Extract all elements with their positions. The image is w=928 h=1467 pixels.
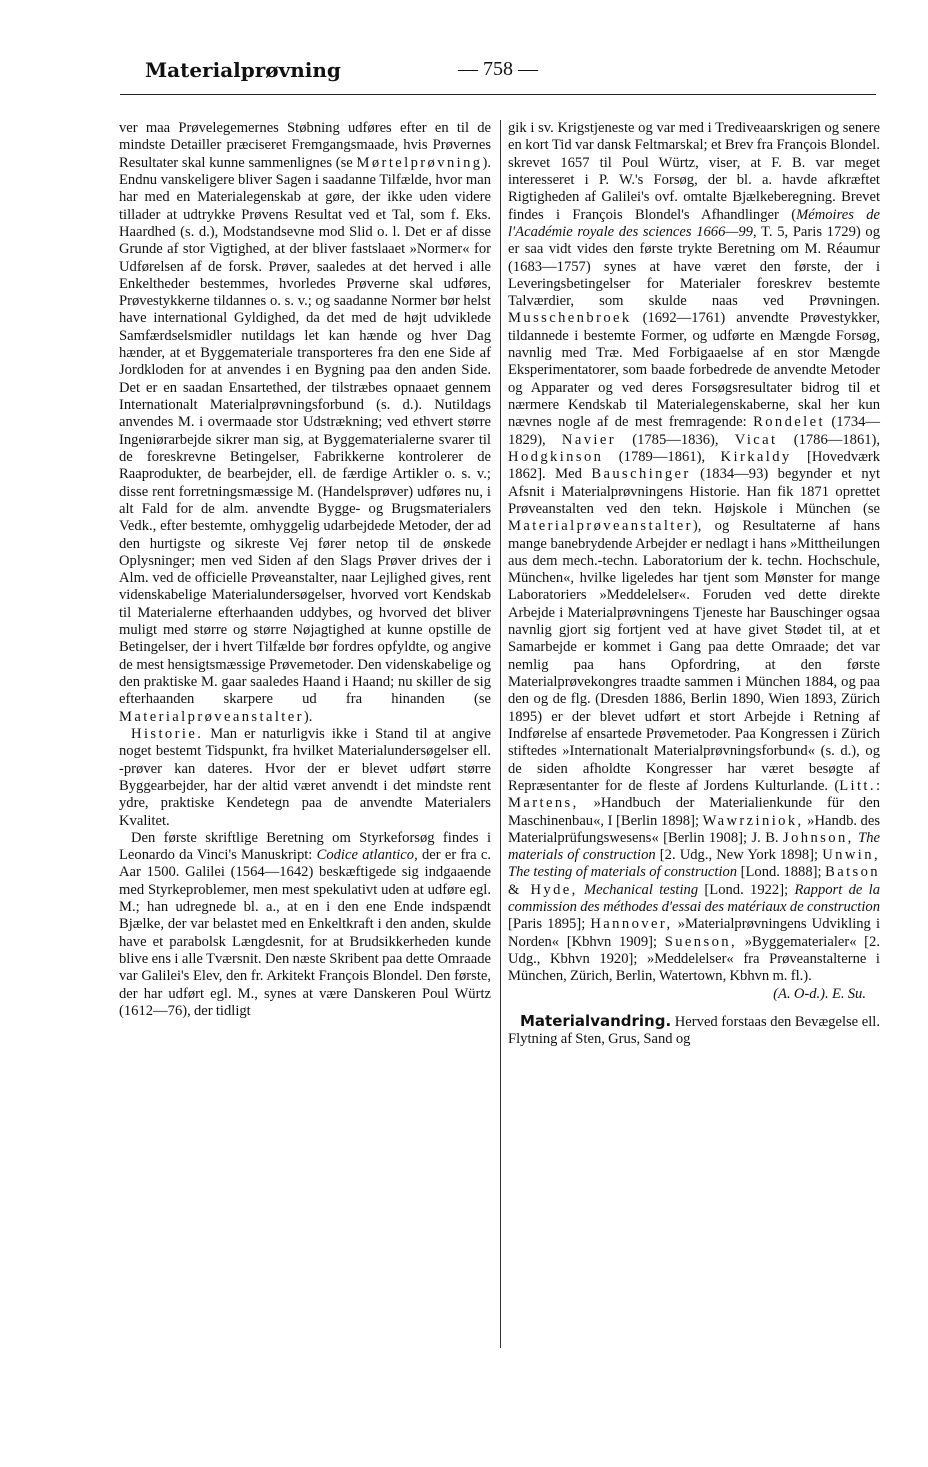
page-number: — 758 — [458, 58, 538, 80]
person-name: Rondelet [753, 414, 825, 431]
author-name: Wawrziniok, [702, 812, 804, 829]
author-name: Johnson, [783, 829, 854, 846]
work-title: Mechanical testing [584, 881, 699, 898]
paragraph-continued: gik i sv. Krigstjeneste og var med i Trediveaarskrigen og senere en kort Tid var dansk Feltmarskal; et Brev fra François Blondel. skrevet 1657 til Poul Würtz, viser, at F. B. var meget interesseret i P. W.'s Forsøg, der bl. a. havde afkræftet Rigtigheden af Galilei's ovf. omtalte Bjælkeberegning. Brevet findes i François Blondel's Afhandlinger (Mémoires de l'Académie royale des sciences 1666—99, T. 5, Paris 1729) og er saa vidt vides den første trykte Beretning om M. Réaumur (1683—1757) synes at have været den første, der i Leveringsbetingelser for Materialer foreskrev bestemte Talværdier, som skulde naas ved Prøvningen. Musschenbroek (1692—1761) anvendte Prøvestykker, tildannede i bestemte Former, og udførte en Mængde Forsøg, navnlig med Træ. Med Forbigaaelse af en stor Mængde Eksperimentatorer, som baade forbedrede de anvendte Metoder og Apparater og ved deres Forsøgsresultater bidrog til et nærmere Kendskab til Materialegenskaberne, skal her kun nævnes nogle af de mest fremragende: Rondelet (1734—1829), Navier (1785—1836), Vicat (1786—1861), Hodgkinson (1789—1861), Kirkaldy [Hovedværk 1862]. Med Bauschinger (1834—93) begynder et nyt Afsnit i Materialprøvningens Historie. Han fik 1871 oprettet Prøveanstalten ved den tekn. Højskole i München (se Materialprøveanstalter), og Resultaterne af hans mange banebrydende Arbejder er nedlagt i hans »Mittheilungen aus dem mech.-techn. Laboratorium der k. techn. Hochschule, München«, hvilke ligeledes har tjent som Mønster for mange Laboratoriers »Meddelelser«. Foruden ved dette direkte Arbejde i Materialprøvningens Tjeneste har Bauschinger ogsaa navnlig gjort sig fortjent ved at have givet Stødet til, at et Samarbejde er kommet i Gang paa dette Omraade; det var nemlig paa hans Opfordring, at den første Materialprøvekongres traadte sammen i München 1884, og paa den og de flg. (Dresden 1886, Berlin 1890, Wien 1893, Zürich 1895) er der blevet udført et stort Arbejde i Retning af Indførelse af ensartede Prøvemetoder. Paa Kongressen i Zürich stiftedes »Internationalt Materialprøvningsforbund« (s. d.), og de siden afholdte Kongresser har været besøgte af Repræsentanter for de fleste af Jordens Kulturlande. (Litt.: Martens, »Handbuch der Materialienkunde für den Maschinenbau«, I [Berlin 1898]; Wawrziniok, »Handb. des Materialprüfungswesens« [Berlin 1908]; J. B. Johnson, The materials of construction [2. Udg., New York 1898]; Unwin, The testing of materials of construction [Lond. 1888]; Batson & Hyde, Mechanical testing [Lond. 1922]; Rapport de la commission des méthodes d'essai des matériaux de construction [Paris 1895]; Hannover, »Materialprøvningens Udvikling i Norden« [Kbhvn 1909]; Suenson, »Byggematerialer« [2. Udg., Kbhvn 1920]; »Meddelelser« fra Prøveanstalterne i München, Zürich, Berlin, Watertown, Kbhvn m. fl.). [508, 120, 881, 985]
page-header [120, 58, 876, 94]
literature-label: Litt. [839, 777, 876, 794]
person-name: Bauschinger [591, 466, 691, 483]
cross-reference[interactable]: Materialprøveanstalter [119, 708, 304, 725]
work-title: The materials of construction [508, 829, 881, 864]
person-name: Navier [561, 431, 617, 448]
work-title: The testing of materials of construction [508, 864, 738, 881]
right-column [508, 120, 880, 1049]
paragraph-history: Historie. Man er naturligvis ikke i Stand til at angive noget bestemt Tidspunkt, fra hvilket Materialundersøgelser ell. -prøver kan dateres. Hvor der er blevet udført større Byggearbejder, har der altid været anvendt i det mindste rent ydre, praktiske Kendetegn paa de anvendte Materialers Kvalitet. [119, 725, 491, 829]
left-column [119, 120, 491, 1020]
work-title: Mémoires de l'Académie royale des sciences 1666—99, [508, 206, 880, 240]
entry-headword: Materialvandring. [520, 1011, 672, 1030]
author-name: Martens, [508, 795, 579, 812]
running-head-title: Materialprøvning [145, 58, 341, 82]
paragraph-leonardo: Den første skriftlige Beretning om Styrkeforsøg findes i Leonardo da Vinci's Manuskript: Codice atlantico, der er fra c. Aar 1500. Galilei (1564—1642) beskæftigede sig indgaaende med Styrkeproblemer, men mest spekulativt uden at udføre egl. M.; han udregnede bl. a., at en i den ene Ende indspændt Bjælke, der var belastet med en Enkeltkraft i den anden, skulde have et parabolsk Længdesnit, for at Brudsikkerheden kunde blive ens i alle Tværsnit. Den næste Skribent paa dette Omraade var Galilei's Elev, den fr. Arkitekt François Blondel. Den første, der har udført egl. M., synes at være Danskeren Poul Würtz (1612—76), der tidligt [119, 829, 492, 1019]
person-name: Vicat [734, 431, 778, 448]
work-title: Rapport de la commission des méthodes d'essai des matériaux de construction [508, 881, 880, 916]
person-name: Musschenbroek [508, 310, 632, 327]
person-name: Kirkaldy [720, 448, 792, 465]
column-divider [500, 120, 501, 1348]
section-label: Historie. [131, 725, 204, 742]
author-name: Hannover, [590, 916, 673, 933]
author-signature: (A. O-d.). E. Su. [773, 985, 866, 1002]
header-rule [120, 94, 876, 95]
cross-reference[interactable]: Mørtelprøvning [356, 154, 483, 171]
paragraph-continuation: ver maa Prøvelegemernes Støbning udføres efter en til de mindste Detailler præciseret Fremgangsmaade, hvis Prøvernes Resultater skal kunne sammenlignes (se Mørtelprøvning). Endnu vanskeligere bliver Sagen i saadanne Tilfælde, hvor man har med en Materialegenskab at gøre, der ikke uden videre tillader at udtrykke Prøvens Resultat ved et Tal, som f. Eks. Haardhed (s. d.), Modstandsevne mod Slid o. l. Det er af disse Grunde af stor Vigtighed, at der bliver fastslaaet »Normer« for Udførelsen af de forsk. Prøver, saaledes at det herved i alle Enkeltheder bestemmes, hvorledes Prøverne skal udføres, Prøvestykkerne tildannes o. s. v.; og saadanne Normer bør helst have international Gyldighed, da det med de højt udviklede Samfærdselsmidler nutildags let kan hænde og hver Dag hænder, at et Byggemateriale transporteres fra den ene Side af Jordkloden for at anvendes i en Bygning paa den anden Side. Det er en saadan Ensartethed, der tilstræbes opnaaet gennem Internationalt Materialprøvningsforbund (s. d.). Nutildags anvendes M. i overmaade stor Udstrækning; ved ethvert større Ingeniørarbejde sikrer man sig, at Byggematerialerne svarer til de foreskrevne Betingelser, Fabrikkerne kontrolerer de Raaprodukter, de bearbejder, ell. de færdige Artikler o. s. v.; disse rent forretningsmæssige M. (Handelsprøver) udføres nu, i alt Fald for de alm. anvendte Bygge- og Brugsmaterialers Vedk., efter bestemte, omhyggelig udarbejdede Metoder, der ad den hurtigste og sikreste Vej fører netop til de ønskede Oplysninger; men ved Siden af den Slags Prøver drives der i Alm. ved de officielle Prøveanstalter, naar Lejlighed gives, rent videnskabelige Materialundersøgelser, hvorved vort Kendskab til Materialerne efterhaanden uddybes, og hvorved det bliver muligt med større og større Nøjagtighed at kunne opstille de Betingelser, der i hvert Tilfælde bør fordres opfyldte, og angive de mest hensigtsmæssige Prøvemetoder. Den videnskabelige og den praktiske M. gaar saaledes Haand i Haand; nu skiller de sig efterhaanden skarpere ud fra hinanden (se Materialprøveanstalter). [119, 120, 492, 725]
work-title: Codice atlantico, [316, 847, 418, 864]
cross-reference[interactable]: Materialprøveanstalter [508, 518, 693, 535]
person-name: Hodgkinson [508, 448, 604, 465]
author-name: Unwin, [822, 847, 880, 864]
next-entry: Materialvandring. Herved forstaas den Bevægelse ell. Flytning af Sten, Grus, Sand og [508, 1011, 880, 1048]
author-name: Batson & Hyde, [508, 864, 881, 898]
author-name: Suenson, [664, 933, 738, 950]
